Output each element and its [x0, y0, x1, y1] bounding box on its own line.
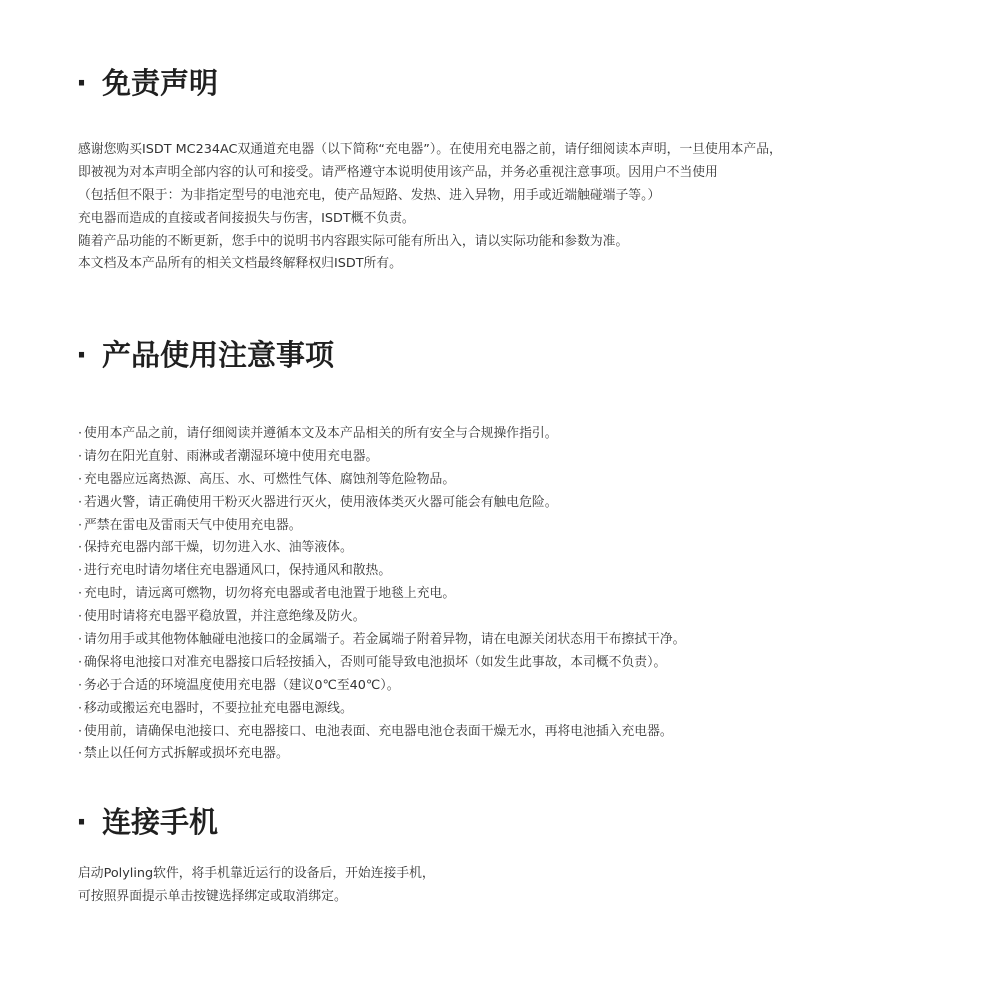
disclaimer-line: 充电器而造成的直接或者间接损失与伤害，ISDT概不负责。	[78, 210, 415, 226]
disclaimer-heading	[76, 66, 218, 100]
list-item	[78, 446, 685, 469]
list-bullet: ·	[78, 494, 83, 510]
disclaimer-line: 即被视为对本声明全部内容的认可和接受。请严格遵守本说明使用该产品，并务必重视注意事项。因用户不当使用	[78, 164, 718, 180]
list-item-text: 移动或搬运充电器时，不要拉扯充电器电源线。	[84, 700, 353, 716]
list-bullet: ·	[78, 517, 83, 533]
heading-bullet: ·	[76, 805, 88, 839]
list-item-text: 确保将电池接口对准充电器接口后轻按插入，否则可能导致电池损坏（如发生此事故，本司概不负责）。	[84, 654, 667, 670]
list-item	[78, 606, 685, 629]
list-item-text: 进行充电时请勿堵住充电器通风口，保持通风和散热。	[84, 563, 392, 579]
list-item-text: 充电器应远离热源、高压、水、可燃性气体、腐蚀剂等危险物品。	[84, 471, 456, 487]
list-item-text: 请勿在阳光直射、雨淋或者潮湿环境中使用充电器。	[84, 448, 379, 464]
precautions-title: 产品使用注意事项	[102, 338, 335, 372]
heading-bullet: ·	[76, 66, 88, 100]
list-item-text: 保持充电器内部干燥，切勿进入水、油等液体。	[84, 540, 353, 556]
list-item	[78, 652, 685, 675]
list-item	[78, 698, 685, 721]
heading-bullet: ·	[76, 338, 88, 372]
disclaimer-body	[78, 139, 782, 276]
disclaimer-title: 免责声明	[102, 66, 219, 100]
list-bullet: ·	[78, 677, 83, 693]
list-bullet: ·	[78, 723, 83, 739]
list-item	[78, 469, 685, 492]
list-bullet: ·	[78, 540, 83, 556]
list-item	[78, 560, 685, 583]
list-bullet: ·	[78, 586, 83, 602]
list-bullet: ·	[78, 654, 83, 670]
list-item	[78, 492, 685, 515]
disclaimer-line: 随着产品功能的不断更新，您手中的说明书内容跟实际可能有所出入，请以实际功能和参数为准。	[78, 233, 629, 249]
disclaimer-line: 感谢您购买ISDT MC234AC双通道充电器（以下简称“充电器”）。在使用充电器之前，请仔细阅读本声明，一旦使用本产品，	[78, 142, 782, 157]
disclaimer-line: 本文档及本产品所有的相关文档最终解释权归ISDT所有。	[78, 256, 402, 272]
list-item-text: 请勿用手或其他物体触碰电池接口的金属端子。若金属端子附着异物，请在电源关闭状态用干布擦拭干净。	[84, 632, 686, 648]
list-bullet: ·	[78, 632, 83, 648]
list-bullet: ·	[78, 746, 83, 762]
list-item-text: 若遇火警，请正确使用干粉灭火器进行灭火，使用液体类灭火器可能会有触电危险。	[84, 494, 558, 510]
connect-title: 连接手机	[102, 805, 219, 839]
precautions-heading	[76, 338, 334, 372]
list-item	[78, 675, 685, 698]
list-item-text: 务必于合适的环境温度使用充电器（建议0℃至40℃）。	[84, 677, 400, 693]
list-item-text: 严禁在雷电及雷雨天气中使用充电器。	[84, 517, 302, 533]
list-item	[78, 537, 685, 560]
list-item	[78, 515, 685, 538]
list-bullet: ·	[78, 426, 83, 441]
list-item-text: 使用本产品之前，请仔细阅读并遵循本文及本产品相关的所有安全与合规操作指引。	[84, 426, 558, 441]
precautions-list	[78, 423, 685, 766]
connect-line: 启动Polyling软件，将手机靠近运行的设备后，开始连接手机，	[78, 866, 435, 881]
list-item	[78, 423, 685, 446]
list-item	[78, 721, 685, 744]
list-bullet: ·	[78, 448, 83, 464]
list-bullet: ·	[78, 609, 83, 625]
list-bullet: ·	[78, 471, 83, 487]
disclaimer-line: （包括但不限于：为非指定型号的电池充电，使产品短路、发热、进入异物，用手或近端触碰端子等。）	[78, 187, 661, 203]
list-item-text: 使用时请将充电器平稳放置，并注意绝缘及防火。	[84, 609, 366, 625]
list-item	[78, 629, 685, 652]
connect-heading	[76, 805, 218, 839]
list-bullet: ·	[78, 700, 83, 716]
connect-line: 可按照界面提示单击按键选择绑定或取消绑定。	[78, 888, 347, 904]
list-item	[78, 583, 685, 606]
connect-body	[78, 863, 435, 909]
list-bullet: ·	[78, 563, 83, 579]
list-item-text: 禁止以任何方式拆解或损坏充电器。	[84, 746, 289, 762]
list-item-text: 使用前，请确保电池接口、充电器接口、电池表面、充电器电池仓表面干燥无水，再将电池插入充电器。	[84, 723, 673, 739]
list-item	[78, 743, 685, 766]
list-item-text: 充电时，请远离可燃物，切勿将充电器或者电池置于地毯上充电。	[84, 586, 456, 602]
